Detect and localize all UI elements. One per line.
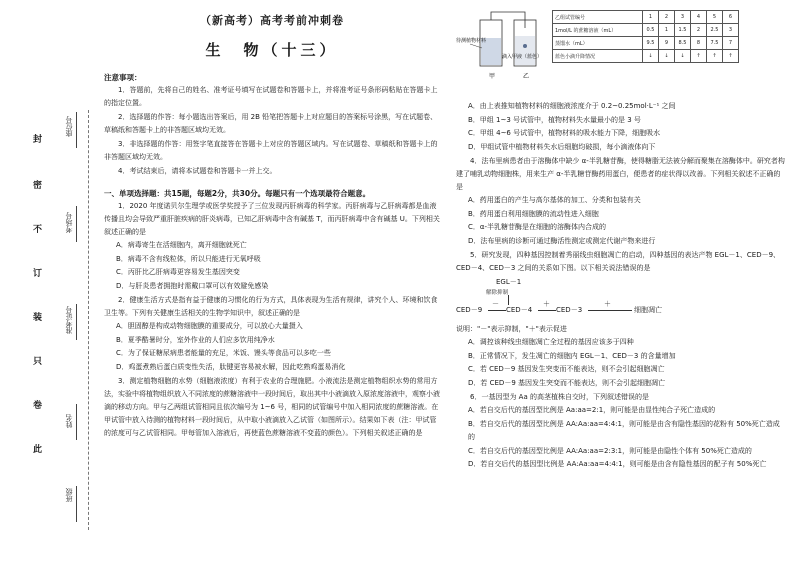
- cell: 3: [723, 24, 739, 37]
- option-b[interactable]: B．若自交后代的基因型比例是 AA:Aa:aa=4:4:1，则可能是由含有隐性基因的花粉有 50%死亡造成的: [468, 419, 780, 441]
- tube-yi-liquid: [515, 36, 535, 65]
- cell: 5: [707, 11, 723, 24]
- cell: 8.5: [675, 37, 691, 50]
- option-d[interactable]: D．鸡蛋煮熟后蛋白质变性失活，肽键更容易被水解，因此吃熟鸡蛋易消化: [116, 362, 346, 371]
- results-table: [552, 10, 739, 63]
- row-head: 蓝色小滴升降情况: [553, 50, 643, 63]
- option-a[interactable]: A．由上表推知植物材料的细胞液浓度介于 0.2~0.25mol·L⁻¹ 之间: [468, 102, 676, 110]
- sign-promote: ＋: [604, 300, 611, 308]
- row-head: 乙组试管编号: [553, 11, 643, 24]
- inhibit-line: [508, 295, 509, 305]
- cell: 4: [691, 11, 707, 24]
- option-d[interactable]: D．法布里病的诊断可通过酶活性测定或测定代谢产物来进行: [468, 236, 656, 245]
- option-c[interactable]: C．α-半乳糖苷酶是在细胞的溶酶体内合成的: [468, 223, 607, 231]
- notice-item: 2．选择题的作答：每小题选出答案后，用 2B 铅笔把答题卡上对应题目的答案标号涂黑，写在试题卷、草稿纸和答题卡上的非答题区域均无效。: [104, 113, 438, 134]
- notice-item: 4．考试结束后，请将本试题卷和答题卡一并上交。: [118, 167, 277, 175]
- cell: 3: [675, 11, 691, 24]
- option-a[interactable]: A．调控该种线虫细胞凋亡全过程的基因应该多于四种: [468, 338, 634, 346]
- exam-room-label: 考场号: [65, 212, 73, 233]
- row-head: 蒸馏水（mL）: [553, 37, 643, 50]
- node-egl1: EGL－1: [496, 278, 522, 286]
- option-b[interactable]: B．病毒不含有线粒体，所以只能进行无氧呼吸: [116, 254, 261, 263]
- right-column: [456, 8, 786, 553]
- node-apoptosis: 细胞凋亡: [634, 306, 662, 314]
- option-c[interactable]: C．丙肝比乙肝病毒更容易发生基因突变: [116, 268, 240, 276]
- cut-word: 密: [33, 181, 43, 191]
- cut-word: 只: [33, 357, 43, 367]
- question-stem: 2．健康生活方式是指有益于健康的习惯化的行为方式，具体表现为生活有规律，讲究个人、环境和饮食卫生等。下列有关健康生活相关的生物学知识中，叙述正确的是: [104, 296, 438, 317]
- option-b[interactable]: B．夏季酷暑时分，室外作业的人们应多饮用纯净水: [116, 335, 275, 344]
- option-d[interactable]: D．若自交后代的基因型比例是 AA:Aa:aa=4:4:1，则可能是由含有隐性基因的配子有 50%死亡: [468, 460, 767, 468]
- cell: 8: [691, 37, 707, 50]
- relief-note: 解除抑制: [486, 290, 509, 296]
- option-b[interactable]: B．药用蛋白利用细胞膜的流动性进入细胞: [468, 209, 599, 218]
- cell: 1: [643, 11, 659, 24]
- option-c[interactable]: C．若 CED－9 基因发生突变而不能表达，则不会引起细胞凋亡: [468, 365, 665, 373]
- cell: ↓: [659, 50, 675, 63]
- cell: ↓: [643, 50, 659, 63]
- option-a[interactable]: A．胆固醇是构成动物细胞膜的重要成分，可以放心大量摄入: [116, 322, 303, 330]
- cell: 1: [659, 24, 675, 37]
- diagram-caption: 说明："－"表示抑制，"＋"表示促进: [456, 325, 567, 333]
- node-ced4: CED－4: [506, 306, 533, 314]
- blue-droplet: [523, 44, 527, 48]
- option-c[interactable]: C．为了保证糖尿病患者能量的充足，米饭、馒头等食品可以多吃一些: [116, 349, 331, 357]
- label-material: 待测植物材料: [456, 38, 487, 44]
- seat-number-field[interactable]: [76, 112, 77, 148]
- cell: ↓: [675, 50, 691, 63]
- option-a[interactable]: A．若自交后代的基因型比例是 Aa:aa=2:1，则可能是由显性纯合子死亡造成的: [468, 406, 716, 414]
- cell: 2: [691, 24, 707, 37]
- sign-inhibit: －: [492, 300, 499, 308]
- notice-heading: 注意事项：: [104, 73, 142, 82]
- cut-word: 封: [33, 135, 43, 145]
- class-label: 班级: [65, 488, 73, 502]
- section-heading: 一、单项选择题：共15题，每题2分，共30分。每题只有一个选项最符合题意。: [104, 189, 371, 198]
- cut-word: 装: [33, 313, 43, 323]
- admission-number-field[interactable]: [76, 304, 77, 340]
- option-d[interactable]: D．与肝炎患者拥抱时需戴口罩可以有效避免感染: [116, 281, 269, 290]
- left-column: [104, 8, 440, 553]
- cut-word: 订: [33, 269, 43, 279]
- question-stem: 1．2020 年度诺贝尔生理学或医学奖授予了三位发现丙肝病毒的科学家。丙肝病毒与乙肝病毒都是血液传播且均会导致严重肝脏疾病的肝炎病毒，已知乙肝病毒中含有碱基 T，而丙肝病毒中含有碱基 U。下列相关叙述正确的是: [104, 202, 440, 236]
- name-label: 姓名: [65, 414, 73, 428]
- cell: 2: [659, 11, 675, 24]
- notice-item: 3．非选择题的作答：用签字笔直接答在答题卡上对应的答题区域内。写在试题卷、草稿纸和答题卡上的非答题区域均无效。: [104, 140, 438, 161]
- notice-item: 1．答题前，先将自己的姓名、准考证号填写在试题卷和答题卡上，并将准考证号条形码粘贴在答题卡上的指定位置。: [104, 86, 438, 107]
- exam-title: （新高考）高考考前冲刺卷: [200, 14, 344, 27]
- option-a[interactable]: A．药用蛋白的产生与高尔基体的加工、分类和包装有关: [468, 196, 641, 204]
- node-ced3: CED－3: [556, 306, 583, 314]
- class-field[interactable]: [76, 486, 77, 522]
- question-stem: 6．一基因型为 Aa 的高茎植株自交时，下列叙述错误的是: [470, 393, 649, 401]
- option-d[interactable]: D．若 CED－9 基因发生突变而不能表达，则不会引起细胞凋亡: [468, 378, 665, 387]
- apoptosis-pathway-diagram: [456, 277, 786, 321]
- arrow-line: [538, 310, 556, 311]
- table-row: [553, 50, 739, 63]
- cell: 7.5: [707, 37, 723, 50]
- cell: 2.5: [707, 24, 723, 37]
- cell: 0.5: [643, 24, 659, 37]
- label-jia: 甲: [489, 73, 496, 80]
- label-blue-drop: 滴入甲液（蓝色）: [502, 54, 543, 60]
- row-head: 1mol/L 的蔗糖溶液（mL）: [553, 24, 643, 37]
- cut-word: 不: [33, 225, 43, 235]
- option-a[interactable]: A．病毒寄生在活细胞内，离开细胞就死亡: [116, 241, 247, 249]
- option-c[interactable]: C．若自交后代的基因型比例是 AA:Aa:aa=2:3:1，则可能是由隐性个体有 50%死亡造成的: [468, 446, 752, 455]
- cell: 6: [723, 11, 739, 24]
- question-stem: 4．法布里病患者由于溶酶体中缺少 α-半乳糖苷酶，使得糖脂无法被分解而聚集在溶酶体中。研究者构建了哺乳动物细胞株，用来生产 α-半乳糖苷酶药用蛋白，便患者的症状得以改善。下列相关叙述不正确的是: [456, 157, 785, 191]
- name-field[interactable]: [76, 404, 77, 440]
- question-stem: 3．测定植物细胞的水势（细胞液浓度）有利于农业的合理施肥。小液流法是测定植物组织水势的常用方法，实验中将植物组织放入不同浓度的蔗糖溶液中一段时间后，取出其中小液滴放入原浓度溶液中，观察小液滴的移动方向。甲与乙两组试管相同且依次编号为 1~6 号，相同的试管编号中加入相同浓度的蔗糖溶液。在甲试管中放入待测的植物材料一段时间后，从中取小液滴放入乙试管（如图所示）。结果如下表（注：甲试管的浓度可与乙试管相同。甲每管加入溶液后，再使蓝色蔗糖溶液不变蓝的颜色）。下列相关叙述正确的是: [104, 377, 440, 437]
- cell: 9: [659, 37, 675, 50]
- exam-subtitle: 生 物（十三）: [205, 41, 339, 59]
- cell: ↑: [691, 50, 707, 63]
- arrow-line: [488, 310, 506, 311]
- test-tube-diagram: [456, 8, 552, 98]
- table-row: [553, 11, 739, 24]
- sign-promote: ＋: [543, 300, 550, 308]
- admission-number-label: 准考证号: [65, 306, 73, 334]
- cell: 7: [723, 37, 739, 50]
- cut-word: 卷: [33, 401, 43, 411]
- exam-room-field[interactable]: [76, 206, 77, 242]
- cell: 1.5: [675, 24, 691, 37]
- option-d[interactable]: D．甲组试管中植物材料失水后细胞均破损，每小滴液体向下: [468, 142, 656, 151]
- arrow-line: [588, 310, 632, 311]
- cut-line: [88, 110, 89, 530]
- cut-word: 此: [33, 445, 43, 455]
- cell: ↑: [723, 50, 739, 63]
- experiment-figure: [456, 8, 786, 100]
- cell: 9.5: [643, 37, 659, 50]
- node-ced9: CED－9: [456, 306, 483, 314]
- question-stem: 5．研究发现，四种基因控制着秀丽线虫细胞凋亡的启动，四种基因的表达产物 EGL－1、CED－9、CED－4、CED－3 之间的关系如下图。以下相关说法错误的是: [456, 251, 781, 272]
- seat-number-label: 座位号: [65, 116, 73, 137]
- option-b[interactable]: B．正常情况下，发生凋亡的细胞内 EGL－1、CED－3 的含量增加: [468, 351, 676, 360]
- option-b[interactable]: B．甲组 1~3 号试管中，植物材料失水量最小的是 3 号: [468, 115, 641, 124]
- label-yi: 乙: [523, 73, 530, 80]
- table-row: [553, 37, 739, 50]
- option-c[interactable]: C．甲组 4~6 号试管中，植物材料的吸水能力下降，细胞吸水: [468, 129, 661, 137]
- table-row: [553, 24, 739, 37]
- cell: ↑: [707, 50, 723, 63]
